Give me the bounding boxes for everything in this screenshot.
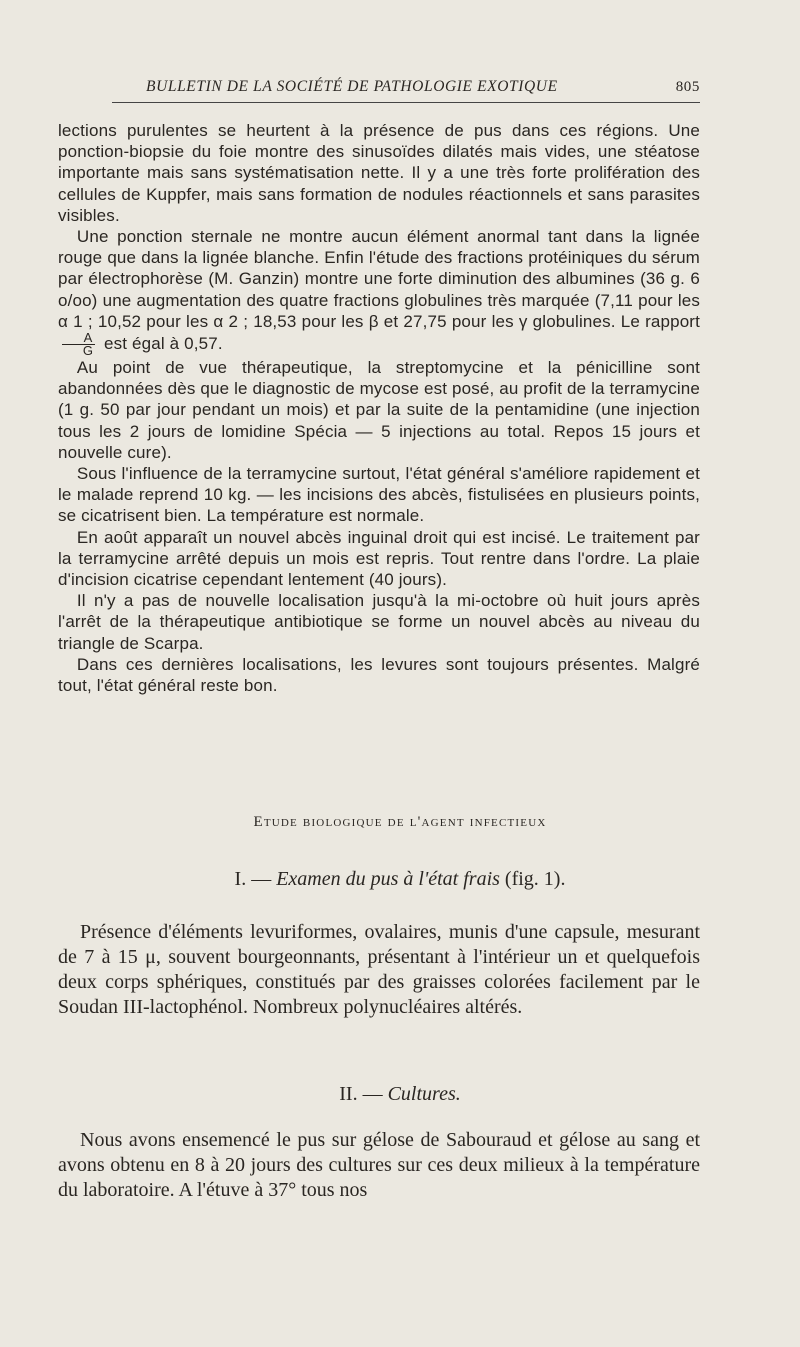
paragraph: Présence d'éléments levuriformes, ovalaires, munis d'une capsule, mesurant de 7 à 15 μ, souvent bourgeonnants, présentant à l'intérieur un et quelquefois deux corps sphériques, constitués par des graisses colorées facilement par le Soudan III-lactophénol. Nombreux polynucléaires altérés. <box>58 921 700 1018</box>
subsection-heading-2 <box>0 1083 800 1106</box>
subsection-title: Cultures. <box>387 1083 461 1105</box>
paragraph-electrophoresis <box>58 226 700 357</box>
subsection-number: II. — <box>339 1083 383 1105</box>
paragraph: Au point de vue thérapeutique, la streptomycine et la pénicilline sont abandonnées dès que le diagnostic de mycose est posé, au profit de la terramycine (1 g. 50 par jour pendant un mois) et par la suite de la pentamidine (une injection tous les 2 jours de lomidine Spécia — 5 injections au total. Repos 15 jours et nouvelle cure). <box>58 358 700 462</box>
examination-text <box>58 920 700 1020</box>
case-report-text <box>58 120 700 696</box>
paragraph-text: est égal à 0,57. <box>104 334 223 354</box>
cultures-text <box>58 1128 700 1203</box>
page-number: 805 <box>675 79 700 95</box>
fraction-denominator: G <box>82 343 94 359</box>
fraction-numerator: A <box>62 332 95 345</box>
subsection-number: I. — <box>234 868 272 890</box>
paragraph-text: Une ponction sternale ne montre aucun élément anormal tant dans la lignée rouge que dans la lignée blanche. Enfin l'étude des fractions protéiniques du sérum par électrophorèse (M. Ganzin) montre une forte diminution des albumines (36 g. 6 o/oo) une augmentation des quatre fractions globulines très marquée (7,11 pour les α 1 ; 10,52 pour les α 2 ; 18,53 pour les β et 27,75 pour les γ globulines. Le rapport <box>58 227 700 331</box>
header-rule <box>112 102 700 103</box>
paragraph: En août apparaît un nouvel abcès inguinal droit qui est incisé. Le traitement par la terramycine arrêté depuis un mois est repris. Tout rentre dans l'ordre. La plaie d'incision cicatrise cependant lentement (40 jours). <box>58 527 700 590</box>
paragraph: lections purulentes se heurtent à la présence de pus dans ces régions. Une ponction-biopsie du foie montre des sinusoïdes dilatés mais vides, une stéatose importante mais sans systématisation nette. Il y a une très forte prolifération des cellules de Kuppfer, mais sans formation de nodules réactionnels et sans parasites visibles. <box>58 121 700 225</box>
section-heading: Etude biologique de l'agent infectieux <box>253 814 547 830</box>
paragraph: Il n'y a pas de nouvelle localisation jusqu'à la mi-octobre où huit jours après l'arrêt de la thérapeutique antibiotique se forme un nouvel abcès au niveau du triangle de Scarpa. <box>58 591 700 653</box>
subsection-title: Examen du pus à l'état frais <box>276 868 500 890</box>
page-header <box>58 78 700 96</box>
paragraph: Nous avons ensemencé le pus sur gélose de Sabouraud et gélose au sang et avons obtenu en 8 à 20 jours des cultures sur ces deux milieux à la température du laboratoire. A l'étuve à 37° tous nos <box>58 1129 700 1201</box>
paragraph: Dans ces dernières localisations, les levures sont toujours présentes. Malgré tout, l'état général reste bon. <box>58 654 700 696</box>
running-head: BULLETIN DE LA SOCIÉTÉ DE PATHOLOGIE EXOTIQUE <box>146 78 558 95</box>
ratio-fraction <box>62 332 95 357</box>
subsection-heading-1 <box>0 868 800 891</box>
figure-reference: (fig. 1). <box>504 868 566 890</box>
paragraph: Sous l'influence de la terramycine surtout, l'état général s'améliore rapidement et le malade reprend 10 kg. — les incisions des abcès, fistulisées en plusieurs points, se cicatrisent bien. La température est normale. <box>58 464 700 526</box>
